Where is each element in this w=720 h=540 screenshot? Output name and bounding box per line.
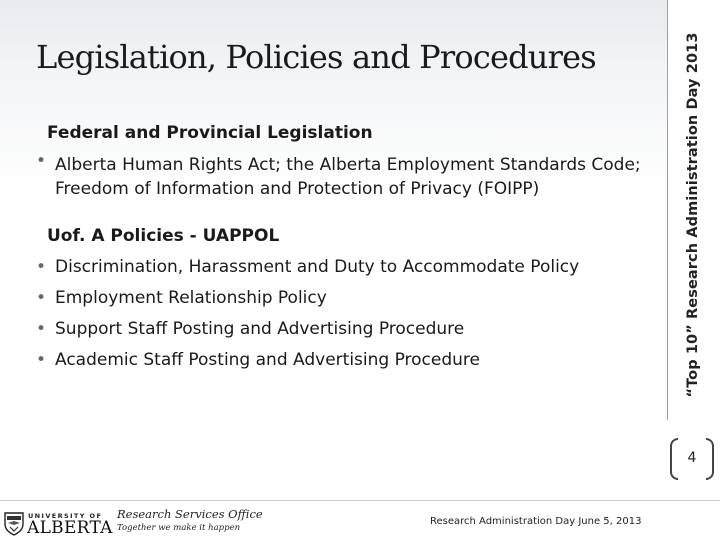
list-item-text: Support Staff Posting and Advertising Procedure xyxy=(55,319,465,339)
bullet-icon: • xyxy=(36,350,47,370)
legislation-list xyxy=(34,149,654,201)
list-item xyxy=(34,283,654,314)
sidebar-caption: “Top 10” Research Administration Day 2013 xyxy=(685,32,701,398)
bullet-icon: • xyxy=(36,319,47,339)
list-item-text: Academic Staff Posting and Advertising Procedure xyxy=(55,350,480,370)
list-item-text: Discrimination, Harassment and Duty to Accommodate Policy xyxy=(55,257,580,277)
bullet-icon: • xyxy=(36,288,47,308)
list-item xyxy=(34,149,654,201)
slide-title: Legislation, Policies and Procedures xyxy=(36,38,596,76)
university-crest-icon xyxy=(4,512,24,536)
section-heading-policies: Uof. A Policies - UAPPOL xyxy=(47,226,280,246)
sidebar-divider xyxy=(667,0,668,420)
page-number: 4 xyxy=(687,450,697,466)
list-item xyxy=(34,345,654,376)
bullet-icon: • xyxy=(36,151,47,171)
list-item-text: Alberta Human Rights Act; the Alberta Employment Standards Code; Freedom of Information and Protection of Privacy (FOIPP) xyxy=(55,155,641,199)
event-date: Research Administration Day June 5, 2013 xyxy=(430,516,642,527)
policies-section xyxy=(34,221,654,376)
university-logo xyxy=(4,512,113,538)
logo-university-of: UNIVERSITY OF xyxy=(28,512,103,520)
slide-body xyxy=(34,118,654,376)
page-number-badge xyxy=(670,438,714,480)
list-item xyxy=(34,314,654,345)
office-name: Research Services Office xyxy=(117,507,263,521)
bullet-icon: • xyxy=(36,257,47,277)
list-item xyxy=(34,252,654,283)
logo-alberta: ALBERTA xyxy=(27,518,113,538)
footer-divider xyxy=(0,500,720,501)
section-heading-legislation: Federal and Provincial Legislation xyxy=(47,123,373,143)
policies-list xyxy=(34,252,654,376)
office-tagline: Together we make it happen xyxy=(117,523,241,533)
list-item-text: Employment Relationship Policy xyxy=(55,288,327,308)
